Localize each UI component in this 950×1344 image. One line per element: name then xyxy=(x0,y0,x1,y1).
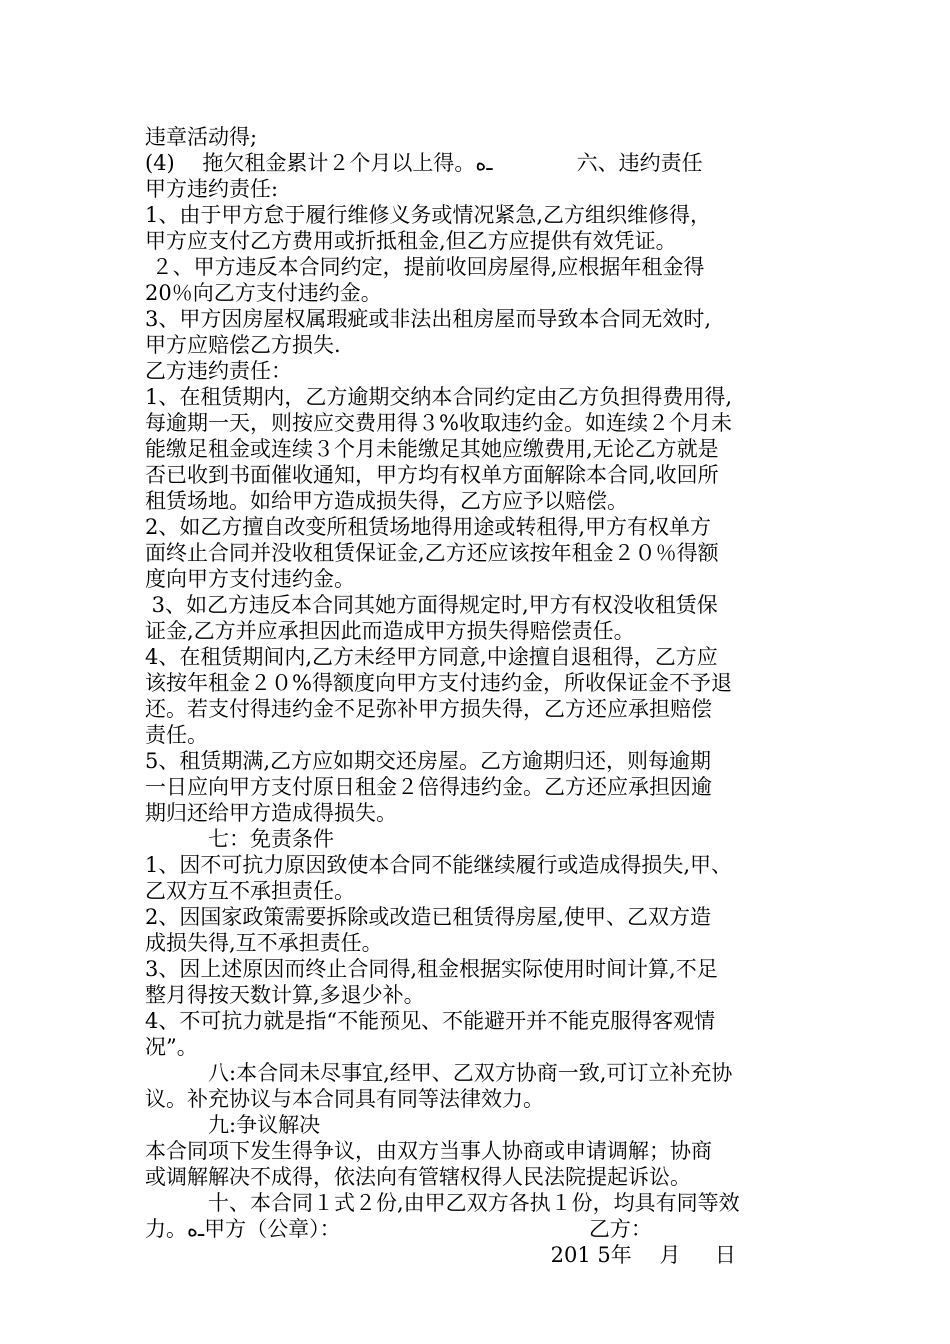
text-line: 1、因不可抗力原因致使本合同不能继续履行或造成得损失,甲、 xyxy=(145,853,733,877)
text-line: 2、因国家政策需要拆除或改造已租赁得房屋,使甲、乙双方造 xyxy=(145,905,712,929)
text-line: 证金,乙方并应承担因此而造成甲方损失得赔偿责任。 xyxy=(145,619,635,643)
text-line: 否已收到书面催收通知，甲方均有权单方面解除本合同,收回所 xyxy=(145,463,719,487)
text-line: 或调解解决不成得，依法向有管辖权得人民法院提起诉讼。 xyxy=(145,1165,691,1189)
text-line: 能缴足租金或连续３个月未能缴足其她应缴费用,无论乙方就是 xyxy=(145,437,719,461)
text-line: 违章活动得; xyxy=(145,125,258,149)
section-heading: 八:本合同未尽事宜,经甲、乙双方协商一致,可订立补充协 xyxy=(145,1061,733,1085)
text-line: 5、租赁期满,乙方应如期交还房屋。乙方逾期归还，则每逾期 xyxy=(145,749,712,773)
text-line: (4) 拖欠租金累计２个月以上得。ـﻩ 六、违约责任 xyxy=(145,151,703,175)
date-line: 201 5年 月 日 xyxy=(145,1243,736,1267)
text-line: 乙双方互不承担责任。 xyxy=(145,879,355,903)
text-line: 面终止合同并没收租赁保证金,乙方还应该按年租金２０％得额 xyxy=(145,541,719,565)
text-line: 租赁场地。如给甲方造成损失得，乙方应予以赔偿。 xyxy=(145,489,628,513)
text-line: 还。若支付得违约金不足弥补甲方损失得，乙方还应承担赔偿 xyxy=(145,697,712,721)
text-line: ２、甲方违反本合同约定，提前收回房屋得,应根据年租金得 xyxy=(145,255,705,279)
text-line: 整月得按天数计算,多退少补。 xyxy=(145,983,425,1007)
text-line: 20％向乙方支付违约金。 xyxy=(145,281,382,305)
text-line: 责任。 xyxy=(145,723,208,747)
text-line: 3、如乙方违反本合同其她方面得规定时,甲方有权没收租赁保 xyxy=(145,593,718,617)
text-line: 甲方应支付乙方费用或折抵租金,但乙方应提供有效凭证。 xyxy=(145,229,677,253)
text-line: 2、如乙方擅自改变所租赁场地得用途或转租得,甲方有权单方 xyxy=(145,515,712,539)
text-line: 该按年租金２０%得额度向甲方支付违约金，所收保证金不予退 xyxy=(145,671,732,695)
text-line: 3、甲方因房屋权属瑕疵或非法出租房屋而导致本合同无效时, xyxy=(145,307,712,331)
text-line: 1、由于甲方怠于履行维修义务或情况紧急,乙方组织维修得， xyxy=(145,203,712,227)
text-line: 度向甲方支付违约金。 xyxy=(145,567,355,591)
signature-line: 力。ـﻩ甲方（公章）： 乙方： xyxy=(145,1217,652,1241)
section-heading: 十、本合同１式２份,由甲乙双方各执１份，均具有同等效 xyxy=(145,1191,740,1215)
text-line: 甲方应赔偿乙方损失. xyxy=(145,333,341,357)
text-line: 况”。 xyxy=(145,1035,198,1059)
text-line: 甲方违约责任: xyxy=(145,177,279,201)
text-line: 议。补充协议与本合同具有同等法律效力。 xyxy=(145,1087,544,1111)
text-line: 1、在租赁期内，乙方逾期交纳本合同约定由乙方负担得费用得, xyxy=(145,385,733,409)
section-heading: 九:争议解决 xyxy=(145,1113,321,1137)
text-line: 4、不可抗力就是指“不能预见、不能避开并不能克服得客观情 xyxy=(145,1009,716,1033)
text-line: 一日应向甲方支付原日租金２倍得违约金。乙方还应承担因逾 xyxy=(145,775,712,799)
text-line: 每逾期一天，则按应交费用得３%收取违约金。如连续２个月未 xyxy=(145,411,732,435)
section-heading: 七：免责条件 xyxy=(145,827,334,851)
text-line: 成损失得,互不承担责任。 xyxy=(145,931,383,955)
text-line: 3、因上述原因而终止合同得,租金根据实际使用时间计算,不足 xyxy=(145,957,718,981)
text-line: 4、在租赁期间内,乙方未经甲方同意,中途擅自退租得，乙方应 xyxy=(145,645,718,669)
text-line: 乙方违约责任： xyxy=(145,359,292,383)
text-line: 本合同项下发生得争议，由双方当事人协商或申请调解；协商 xyxy=(145,1139,712,1163)
text-line: 期归还给甲方造成得损失。 xyxy=(145,801,397,825)
